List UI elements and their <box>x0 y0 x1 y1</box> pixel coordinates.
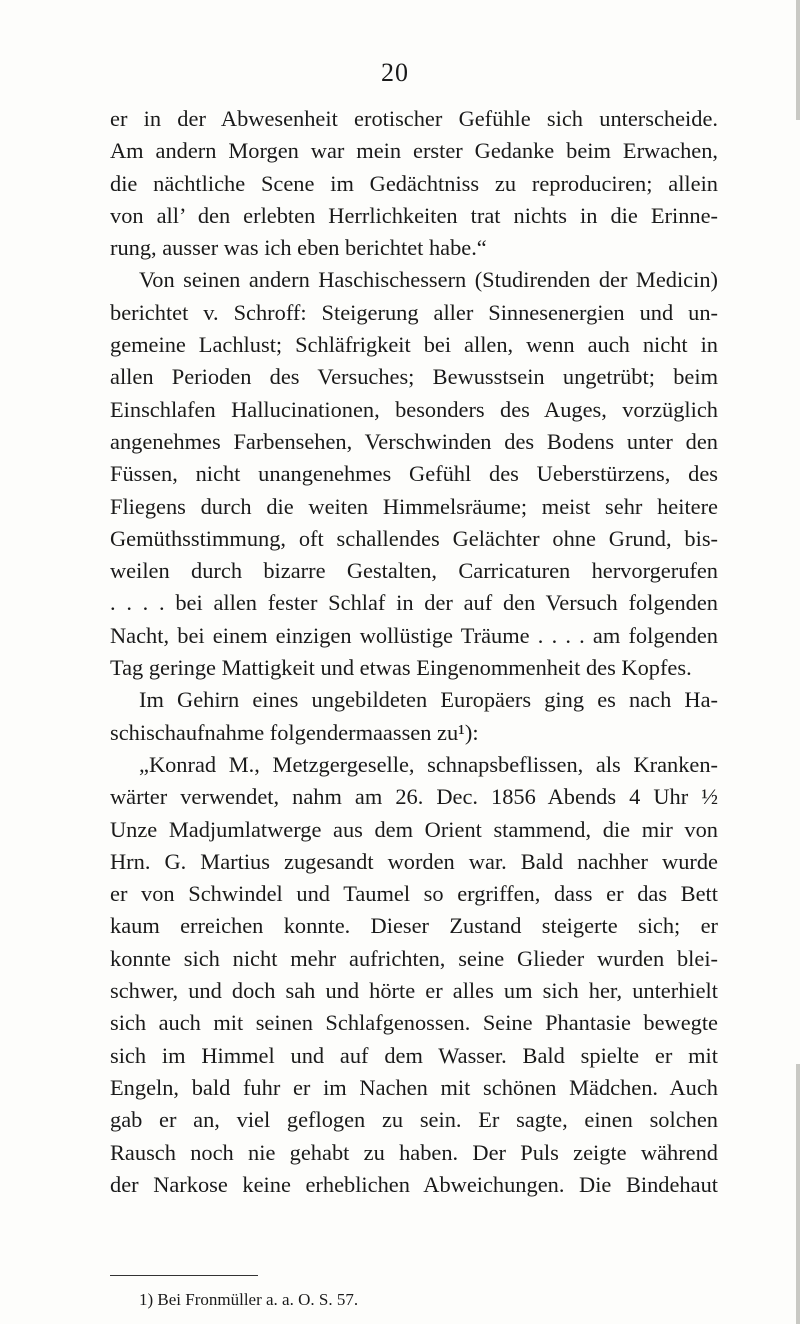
text-line: schwer, und doch sah und hörte er alles um sich her, unterhielt <box>110 978 718 1004</box>
text-line: allen Perioden des Versuches; Bewusstsein ungetrübt; beim <box>110 364 718 390</box>
text-line: Unze Madjumlatwerge aus dem Orient stammend, die mir von <box>110 816 718 842</box>
text-line: angenehmes Farbensehen, Verschwinden des Bodens unter den <box>110 428 718 454</box>
text-line: von all’ den erlebten Herrlichkeiten trat nichts in die Erinne- <box>110 202 718 228</box>
text-line: Einschlafen Hallucinationen, besonders des Auges, vorzüglich <box>110 396 718 422</box>
text-line: konnte sich nicht mehr aufrichten, seine Glieder wurden blei- <box>110 945 718 971</box>
text-line: Von seinen andern Haschischessern (Studirenden der Medicin) <box>139 267 718 293</box>
page-edge-shadow-top <box>796 0 800 120</box>
text-line: Tag geringe Mattigkeit und etwas Eingenommenheit des Kopfes. <box>110 655 692 681</box>
page-number: 20 <box>381 58 409 87</box>
body-text <box>110 103 718 1201</box>
text-line: wärter verwendet, nahm am 26. Dec. 1856 Abends 4 Uhr ½ <box>110 784 718 810</box>
text-line: berichtet v. Schroff: Steigerung aller Sinnesenergien und un- <box>110 299 718 325</box>
text-line: Hrn. G. Martius zugesandt worden war. Bald nachher wurde <box>110 848 718 874</box>
text-line: . . . . bei allen fester Schlaf in der auf den Versuch folgenden <box>110 590 718 616</box>
text-line: die nächtliche Scene im Gedächtniss zu reproduciren; allein <box>110 170 718 196</box>
page-edge-shadow-bottom <box>796 1064 800 1324</box>
text-line: Füssen, nicht unangenehmes Gefühl des Ueberstürzens, des <box>110 461 718 487</box>
text-line: sich auch mit seinen Schlafgenossen. Seine Phantasie bewegte <box>110 1010 718 1036</box>
text-line: er von Schwindel und Taumel so ergriffen, dass er das Bett <box>110 881 718 907</box>
footnote-text: 1) Bei Fronmüller a. a. O. S. 57. <box>139 1290 359 1309</box>
text-line: der Narkose keine erheblichen Abweichungen. Die Bindehaut <box>110 1171 718 1197</box>
text-line: „Konrad M., Metzgergeselle, schnapsbeflissen, als Kranken- <box>139 751 718 777</box>
text-line: Rausch noch nie gehabt zu haben. Der Puls zeigte während <box>110 1139 718 1165</box>
text-line: Am andern Morgen war mein erster Gedanke beim Erwachen, <box>110 138 718 164</box>
text-line: Gemüthsstimmung, oft schallendes Gelächter ohne Grund, bis- <box>110 525 718 551</box>
text-line: schischaufnahme folgendermaassen zu¹): <box>110 719 479 745</box>
footnote <box>110 1288 718 1312</box>
text-line: Nacht, bei einem einzigen wollüstige Träume . . . . am folgenden <box>110 622 718 648</box>
text-line: kaum erreichen konnte. Dieser Zustand steigerte sich; er <box>110 913 718 939</box>
text-line: sich im Himmel und auf dem Wasser. Bald spielte er mit <box>110 1042 718 1068</box>
text-line: Im Gehirn eines ungebildeten Europäers ging es nach Ha- <box>139 687 718 713</box>
text-line: er in der Abwesenheit erotischer Gefühle sich unterscheide. <box>110 106 718 131</box>
text-line: Fliegens durch die weiten Himmelsräume; meist sehr heitere <box>110 493 718 519</box>
text-line: rung, ausser was ich eben berichtet habe.“ <box>110 235 487 261</box>
text-line: gemeine Lachlust; Schläfrigkeit bei allen, wenn auch nicht in <box>110 332 718 358</box>
text-line: weilen durch bizarre Gestalten, Carricaturen hervorgerufen <box>110 558 718 584</box>
text-line: Engeln, bald fuhr er im Nachen mit schönen Mädchen. Auch <box>110 1074 718 1100</box>
footnote-divider <box>110 1275 258 1276</box>
text-line: gab er an, viel geflogen zu sein. Er sagte, einen solchen <box>110 1107 718 1133</box>
